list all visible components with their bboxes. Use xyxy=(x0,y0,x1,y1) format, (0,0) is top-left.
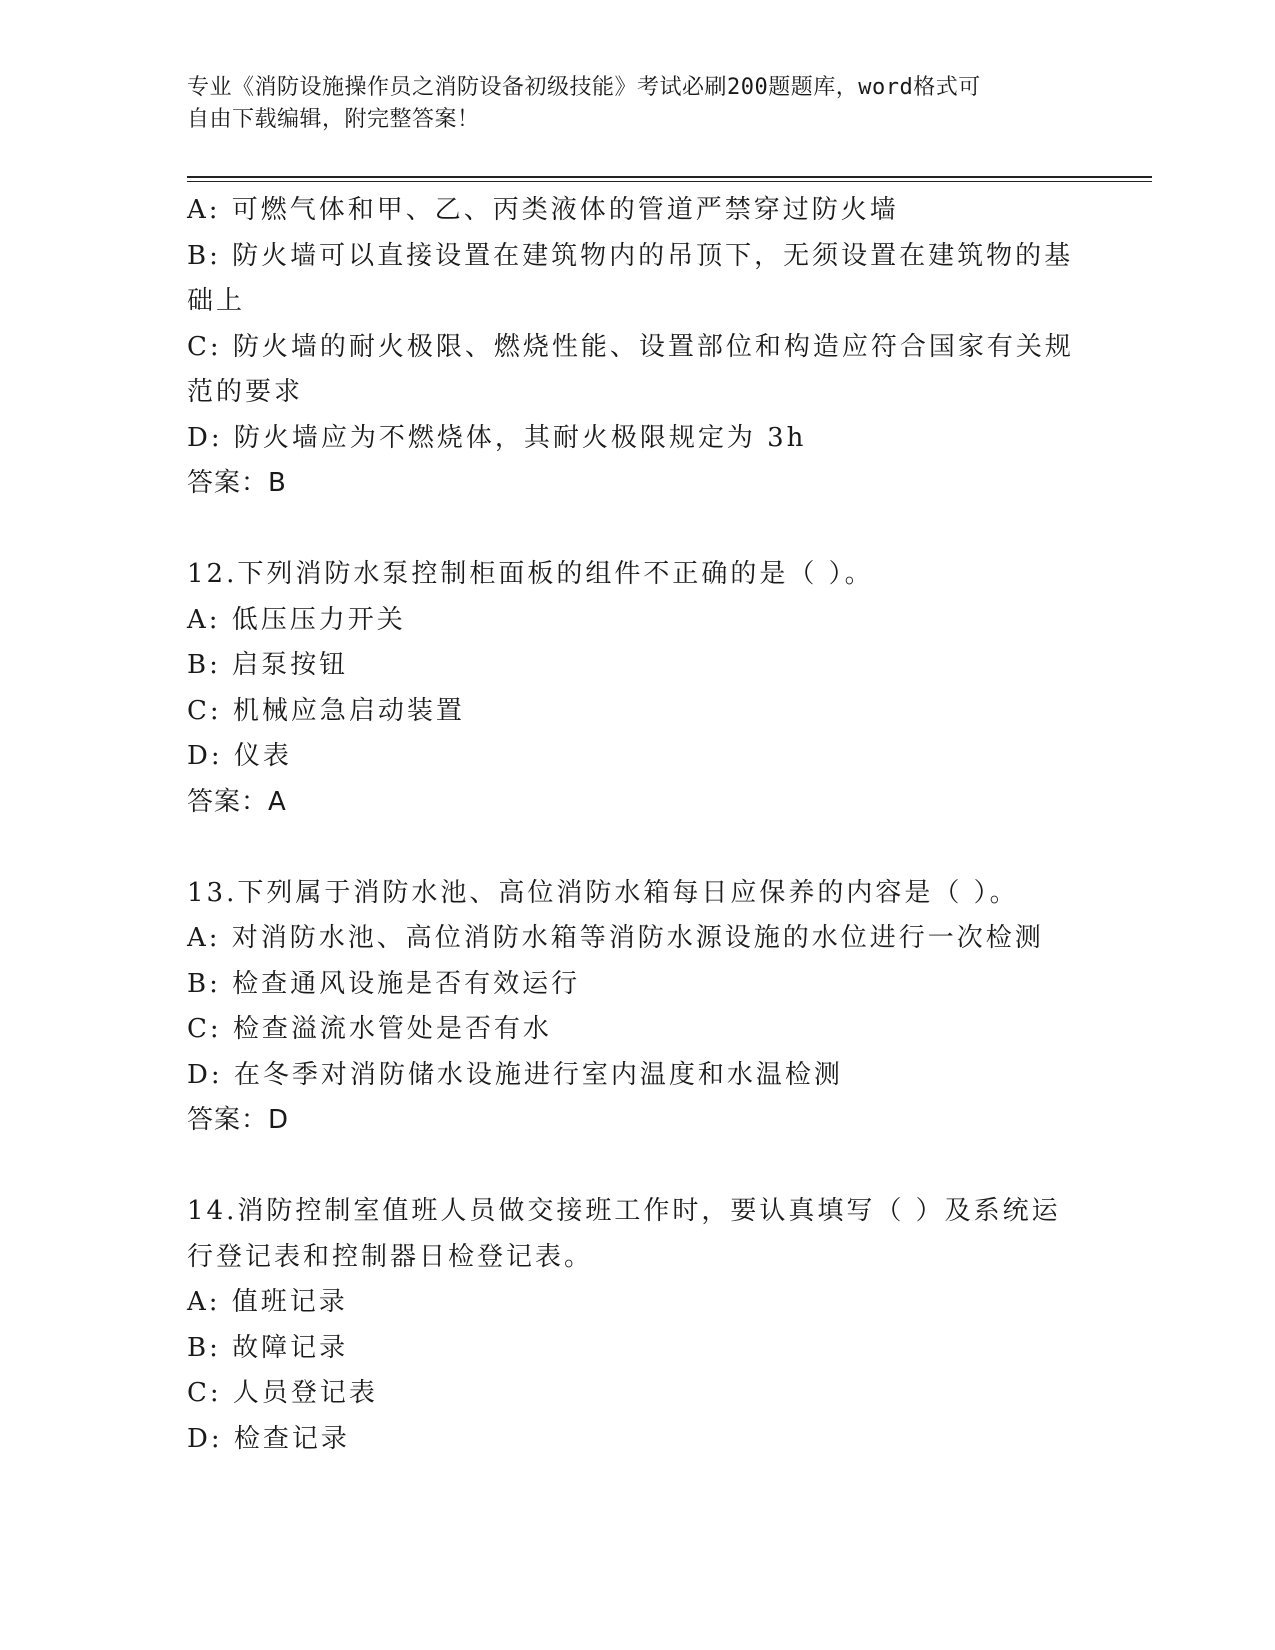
question-list xyxy=(187,188,1077,1462)
header-line-1: 专业《消防设施操作员之消防设备初级技能》考试必刷200题题库，word格式可 xyxy=(187,75,981,100)
spacer xyxy=(187,1144,1077,1190)
option-b: B: 防火墙可以直接设置在建筑物内的吊顶下，无须设置在建筑物的基 xyxy=(187,240,1074,271)
question-14 xyxy=(187,1189,1077,1462)
option-d: D: 检查记录 xyxy=(187,1423,350,1454)
header-divider-thin xyxy=(187,181,1152,182)
question-11 xyxy=(187,188,1077,507)
option-c: C: 检查溢流水管处是否有水 xyxy=(187,1014,552,1044)
option-c-continued: 范的要求 xyxy=(187,377,304,407)
answer-line: 答案：B xyxy=(187,468,287,498)
option-b: B: 启泵按钮 xyxy=(187,650,349,680)
option-b-continued: 础上 xyxy=(187,286,246,316)
spacer xyxy=(187,507,1077,553)
option-c: C: 人员登记表 xyxy=(187,1378,378,1408)
header-line-2: 自由下载编辑，附完整答案！ xyxy=(187,107,480,132)
option-c: C: 机械应急启动装置 xyxy=(187,695,465,726)
header-divider-thick xyxy=(187,176,1152,178)
answer-line: 答案：A xyxy=(187,786,287,817)
option-a: A: 对消防水池、高位消防水箱等消防水源设施的水位进行一次检测 xyxy=(187,923,1044,953)
spacer xyxy=(187,825,1077,871)
option-b: B: 故障记录 xyxy=(187,1332,349,1363)
document-header xyxy=(187,72,1067,136)
question-stem: 12.下列消防水泵控制柜面板的组件不正确的是（ ）。 xyxy=(187,559,874,589)
option-a: A: 可燃气体和甲、乙、丙类液体的管道严禁穿过防火墙 xyxy=(187,195,899,225)
answer-line: 答案：D xyxy=(187,1105,290,1135)
question-stem: 14.消防控制室值班人员做交接班工作时，要认真填写（ ）及系统运 xyxy=(187,1196,1061,1226)
option-a: A: 低压压力开关 xyxy=(187,604,406,635)
option-c: C: 防火墙的耐火极限、燃烧性能、设置部位和构造应符合国家有关规 xyxy=(187,331,1074,362)
question-12 xyxy=(187,552,1077,825)
option-a: A: 值班记录 xyxy=(187,1287,348,1317)
option-d: D: 在冬季对消防储水设施进行室内温度和水温检测 xyxy=(187,1059,843,1090)
option-d: D: 防火墙应为不燃烧体，其耐火极限规定为 3h xyxy=(187,422,807,453)
question-13 xyxy=(187,871,1077,1144)
option-d: D: 仪表 xyxy=(187,741,292,771)
question-stem-continued: 行登记表和控制器日检登记表。 xyxy=(187,1241,594,1272)
option-b: B: 检查通风设施是否有效运行 xyxy=(187,968,581,999)
question-stem: 13.下列属于消防水池、高位消防水箱每日应保养的内容是（ ）。 xyxy=(187,877,1019,908)
